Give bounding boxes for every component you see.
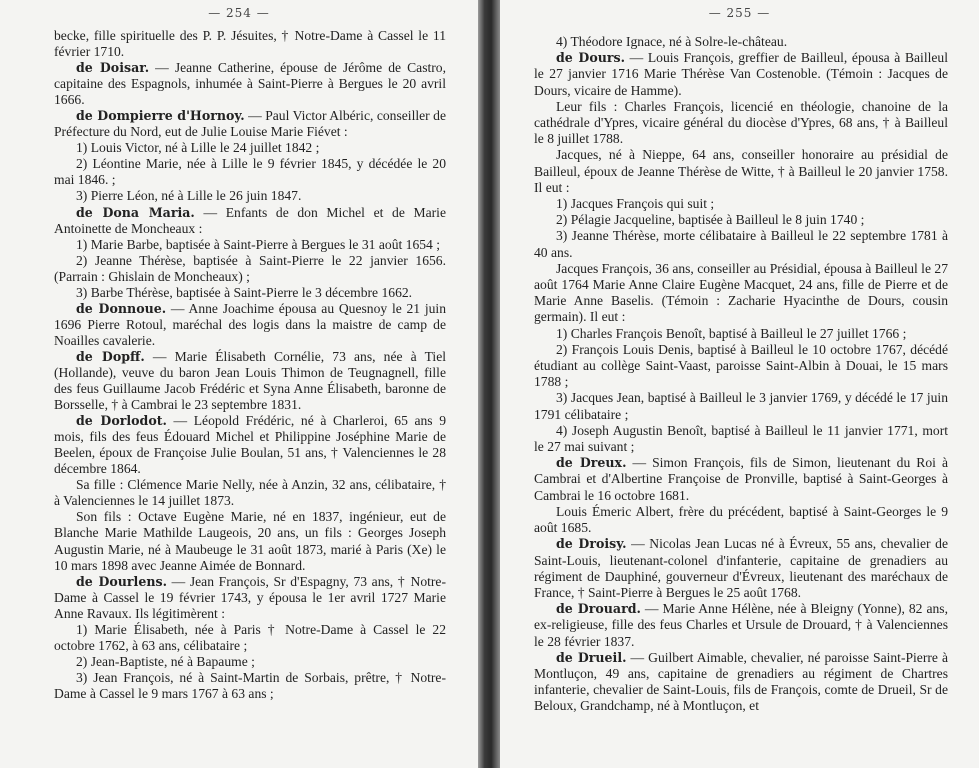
genealogy-entry	[534, 50, 948, 99]
entry-text: — Louis François, greffier de Bailleul, épousa à Bailleul le 27 janvier 1716 Marie Thérèse Van Costenoble. (Témoin : Jacques de Dours, vicaire de Hamme).	[534, 50, 948, 98]
genealogy-entry	[534, 536, 948, 601]
left-page	[0, 0, 478, 768]
entry-text: — Jean François, Sr d'Espagny, 73 ans, † Notre-Dame à Cassel le 19 février 1743, y épousa le 1er avril 1727 Marie Anne Ravaux. Ils légitimèrent :	[54, 573, 446, 621]
entry-text: — Enfants de don Michel et de Marie Antoinette de Moncheaux :	[54, 204, 446, 236]
list-item: 2) Léontine Marie, née à Lille le 9 février 1845, y décédée le 20 mai 1846. ;	[54, 156, 446, 188]
paragraph: Louis Émeric Albert, frère du précédent, baptisé à Saint-Georges le 9 août 1685.	[534, 503, 948, 536]
genealogy-entry	[534, 455, 948, 504]
entry-text: — Guilbert Aimable, chevalier, né paroisse Saint-Pierre à Montluçon, 49 ans, capitaine de grenadiers au régiment de Chartres infanterie, chevalier de Saint-Louis, fils de François, comte de Drueil, Sr de Beloux, Grandchamp, né à Montluçon, et	[534, 649, 948, 714]
list-item: 1) Marie Barbe, baptisée à Saint-Pierre à Bergues le 31 août 1654 ;	[76, 236, 441, 252]
list-item: 2) Pélagie Jacqueline, baptisée à Bailleul le 8 juin 1740 ;	[556, 212, 865, 228]
right-page	[500, 0, 979, 768]
entry-surname: de Dreux.	[556, 455, 627, 471]
entry-surname: de Doisar.	[76, 60, 150, 76]
genealogy-entry	[54, 205, 446, 237]
paragraph: Leur fils : Charles François, licencié en théologie, chanoine de la cathédrale d'Ypres, vicaire général du diocèse d'Ypres, 68 ans, † à Bailleul le 8 juillet 1788.	[534, 98, 948, 147]
genealogy-entry	[534, 650, 948, 715]
entry-surname: de Dourlens.	[76, 573, 167, 589]
list-item: 3) Jeanne Thérèse, morte célibataire à Bailleul le 22 septembre 1781 à 40 ans.	[534, 228, 948, 260]
list-item: 1) Jacques François qui suit ;	[556, 196, 715, 212]
genealogy-entry	[54, 349, 446, 413]
entry-text: — Marie Anne Hélène, née à Bleigny (Yonne), 82 ans, ex-religieuse, fille des feus Charles et Ursule de Drouard, † à Valenciennes le 28 février 1837.	[534, 601, 948, 649]
genealogy-entry	[54, 413, 446, 477]
right-page-text	[534, 34, 948, 715]
entry-surname: de Drueil.	[556, 649, 627, 665]
entry-surname: de Dona Maria.	[76, 204, 195, 220]
list-item: 3) Barbe Thérèse, baptisée à Saint-Pierre le 3 décembre 1662.	[76, 284, 413, 300]
entry-text: — Anne Joachime épousa au Quesnoy le 21 juin 1696 Pierre Rotoul, maréchal des logis dans la maistre de camp de Noailles cavalerie.	[54, 300, 447, 348]
entry-text: — Simon François, fils de Simon, lieutenant du Roi à Cambrai et d'Albertine Françoise de Pronville, baptisé à Saint-Georges à Cambrai le 16 octobre 1681.	[534, 455, 948, 503]
list-item: 3) Jean François, né à Saint-Martin de Sorbais, prêtre, † Notre-Dame à Cassel le 9 mars 1767 à 63 ans ;	[54, 669, 446, 701]
paragraph: Sa fille : Clémence Marie Nelly, née à Anzin, 32 ans, célibataire, † à Valenciennes le 14 juillet 1873.	[54, 477, 446, 509]
entry-text: — Jeanne Catherine, épouse de Jérôme de Castro, capitaine des Espagnols, inhumée à Saint-Pierre à Bergues le 20 avril 1666.	[54, 60, 446, 108]
list-item: 3) Pierre Léon, né à Lille le 26 juin 1847.	[76, 188, 302, 204]
paragraph: Son fils : Octave Eugène Marie, né en 1837, ingénieur, eut de Blanche Marie Mathilde Laugeois, 20 ans, un fils : Georges Joseph Augustin Marie, né à Maubeuge le 31 août 1873, marié à Paris (Xe) le 10 mars 1898 avec Jeanne Aimée de Bonnard.	[54, 509, 446, 573]
genealogy-entry	[54, 60, 446, 108]
page-number: — 254 —	[208, 6, 270, 20]
list-item: 3) Jacques Jean, baptisé à Bailleul le 3 janvier 1769, y décédé le 17 juin 1791 célibataire ;	[534, 390, 948, 422]
entry-surname: de Dorlodot.	[76, 413, 167, 429]
paragraph: Jacques François, 36 ans, conseiller au Présidial, épousa à Bailleul le 27 août 1764 Marie Anne Claire Eugène Macquet, 24 ans, fille de Pierre et de Marie Anne Baselis. (Témoin : Zacharie Hyacinthe de Dours, cousin germain). Il eut :	[534, 260, 948, 325]
paragraph: becke, fille spirituelle des P. P. Jésuites, † Notre-Dame à Cassel le 11 février 1710.	[54, 28, 446, 60]
paragraph: Jacques, né à Nieppe, 64 ans, conseiller honoraire au présidial de Bailleul, époux de Jeanne Thérèse de Witte, † à Bailleul le 20 janvier 1758. Il eut :	[534, 147, 948, 195]
list-item: 1) Charles François Benoît, baptisé à Bailleul le 27 juillet 1766 ;	[556, 325, 907, 341]
entry-surname: de Dours.	[556, 50, 626, 66]
entry-surname: de Dopff.	[76, 348, 145, 364]
list-item: 1) Marie Élisabeth, née à Paris † Notre-Dame à Cassel le 22 octobre 1762, à 63 ans, célibataire ;	[54, 621, 446, 653]
genealogy-entry	[54, 108, 446, 140]
left-page-text	[54, 28, 446, 702]
entry-text: — Marie Élisabeth Cornélie, 73 ans, née à Tiel (Hollande), veuve du baron Jean Louis Thimon de Teugnagnell, fille des feus Guillaume Jacob Frédéric et Syna Anne Élisabeth, baronne de Borsselle, † à Cambrai le 23 septembre 1831.	[54, 348, 446, 413]
book-gutter	[478, 0, 500, 768]
list-item: 4) Joseph Augustin Benoît, baptisé à Bailleul le 11 janvier 1771, mort le 27 mai suivant ;	[534, 422, 948, 455]
entry-text: — Léopold Frédéric, né à Charleroi, 65 ans 9 mois, fils des feus Édouard Michel et Philippine Joséphine Marie de Beelen, époux de Françoise Julie Boulan, 51 ans, † Valenciennes le 28 décembre 1864.	[54, 413, 446, 477]
genealogy-entry	[54, 574, 446, 622]
list-item: 4) Théodore Ignace, né à Solre-le-château.	[556, 34, 788, 49]
entry-surname: de Drouard.	[556, 601, 641, 617]
list-item: 2) François Louis Denis, baptisé à Bailleul le 10 octobre 1767, décédé étudiant au collège Saint-Vaast, paroisse Saint-Albin à Douai, le 15 mars 1788 ;	[534, 341, 948, 390]
entry-surname: de Donnoue.	[76, 300, 167, 316]
genealogy-entry	[534, 601, 948, 650]
list-item: 1) Louis Victor, né à Lille le 24 juillet 1842 ;	[76, 140, 320, 156]
entry-text: — Nicolas Jean Lucas né à Évreux, 55 ans, chevalier de Saint-Louis, lieutenant-colonel d'infanterie, capitaine de grenadiers au régiment de Dauphiné, gouverneur d'Évreux, lieutenant des maréchaux de France, † Saint-Pierre à Bergues le 25 août 1768.	[534, 536, 948, 600]
entry-surname: de Dompierre d'Hornoy.	[76, 108, 245, 124]
list-item: 2) Jean-Baptiste, né à Bapaume ;	[76, 653, 255, 669]
entry-surname: de Droisy.	[556, 536, 627, 552]
page-number: — 255 —	[708, 6, 771, 20]
entry-text: — Paul Victor Albéric, conseiller de Préfecture du Nord, eut de Julie Louise Marie Fiévet :	[54, 108, 446, 140]
list-item: 2) Jeanne Thérèse, baptisée à Saint-Pierre le 22 janvier 1656. (Parrain : Ghislain de Moncheaux) ;	[54, 252, 446, 284]
genealogy-entry	[54, 301, 446, 349]
